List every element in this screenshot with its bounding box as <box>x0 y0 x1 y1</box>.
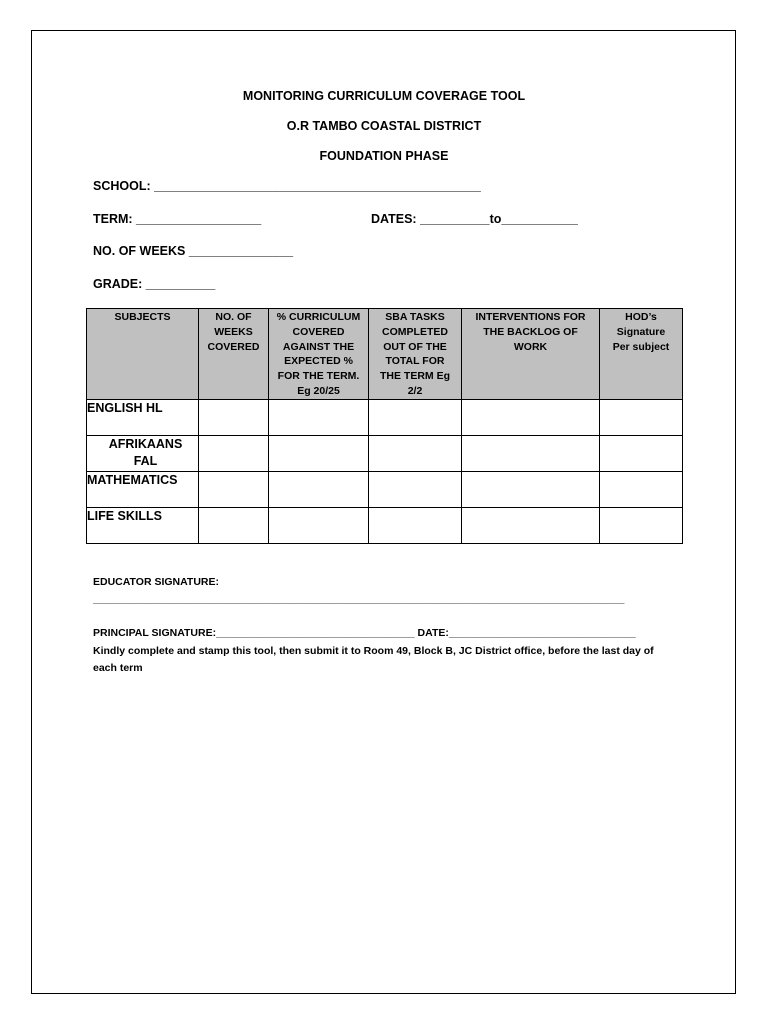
principal-signature-field[interactable]: PRINCIPAL SIGNATURE:__________________________________ DATE:________________________________ <box>93 627 636 639</box>
col-header-subjects: SUBJECTS <box>87 309 199 400</box>
document-title: MONITORING CURRICULUM COVERAGE TOOL <box>242 89 526 103</box>
cell-curriculum[interactable] <box>269 507 369 543</box>
dates-field[interactable]: DATES: __________to___________ <box>371 212 578 226</box>
term-field[interactable]: TERM: __________________ <box>93 212 262 226</box>
cell-weeks[interactable] <box>199 399 269 435</box>
cell-interventions[interactable] <box>462 435 600 471</box>
cell-weeks[interactable] <box>199 471 269 507</box>
cell-sba[interactable] <box>369 507 462 543</box>
subject-english: ENGLISH HL <box>87 399 199 435</box>
subject-afrikaans: AFRIKAANS FAL <box>87 435 199 471</box>
cell-sba[interactable] <box>369 399 462 435</box>
col-header-interventions: INTERVENTIONS FOR THE BACKLOG OF WORK <box>462 309 600 400</box>
col-header-weeks: NO. OF WEEKS COVERED <box>199 309 269 400</box>
col-header-curriculum: % CURRICULUM COVERED AGAINST THE EXPECTED % FOR THE TERM. Eg 20/25 <box>269 309 369 400</box>
cell-weeks[interactable] <box>199 435 269 471</box>
table-row <box>87 471 683 507</box>
cell-interventions[interactable] <box>462 507 600 543</box>
educator-signature-label: EDUCATOR SIGNATURE: <box>93 576 219 588</box>
table-row <box>87 507 683 543</box>
educator-signature-line[interactable]: ___________________________________________________________________________________________ <box>93 593 625 605</box>
cell-curriculum[interactable] <box>269 399 369 435</box>
subject-life-skills: LIFE SKILLS <box>87 507 199 543</box>
grade-field[interactable]: GRADE: __________ <box>93 277 216 291</box>
cell-sba[interactable] <box>369 435 462 471</box>
cell-curriculum[interactable] <box>269 471 369 507</box>
table-row <box>87 435 683 471</box>
cell-hod-signature[interactable] <box>600 399 683 435</box>
cell-weeks[interactable] <box>199 507 269 543</box>
cell-hod-signature[interactable] <box>600 435 683 471</box>
school-field[interactable]: SCHOOL: _______________________________________________ <box>93 179 481 193</box>
cell-sba[interactable] <box>369 471 462 507</box>
cell-hod-signature[interactable] <box>600 507 683 543</box>
weeks-field[interactable]: NO. OF WEEKS _______________ <box>93 244 294 258</box>
cell-hod-signature[interactable] <box>600 471 683 507</box>
district-name: O.R TAMBO COASTAL DISTRICT <box>286 119 482 133</box>
col-header-sba: SBA TASKS COMPLETED OUT OF THE TOTAL FOR THE TERM Eg 2/2 <box>369 309 462 400</box>
phase-name: FOUNDATION PHASE <box>319 149 449 163</box>
cell-interventions[interactable] <box>462 471 600 507</box>
cell-curriculum[interactable] <box>269 435 369 471</box>
submission-instruction: Kindly complete and stamp this tool, then submit it to Room 49, Block B, JC District office, before the last day of each term <box>93 645 654 674</box>
subject-mathematics: MATHEMATICS <box>87 471 199 507</box>
coverage-table <box>86 308 683 544</box>
col-header-hod: HOD’s Signature Per subject <box>600 309 683 400</box>
table-row <box>87 399 683 435</box>
table-header-row <box>87 309 683 400</box>
cell-interventions[interactable] <box>462 399 600 435</box>
